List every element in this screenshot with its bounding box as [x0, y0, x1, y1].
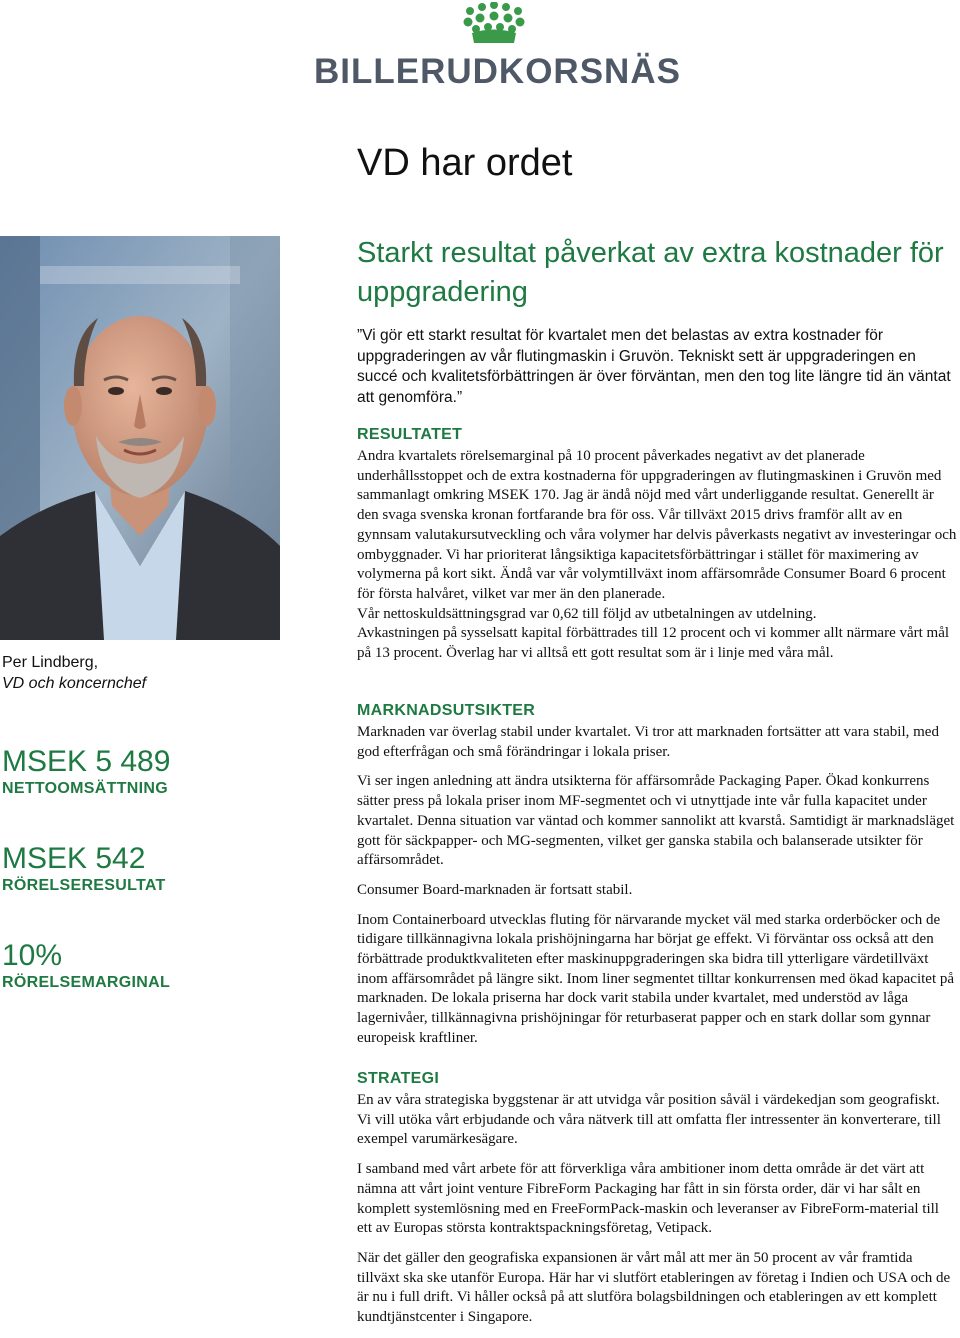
- paragraph: Vi ser ingen anledning att ändra utsikterna för affärsområde Packaging Paper. Ökad konkurrens sätter press på lokala priser inom MF-segmentet och vi utnyttjade inte vår fulla kapacitet under kvartalet. Denna situation var väntad och kommer sannolikt att kvarstå. Samtidigt är marknadsläget gott för säckpapper- och MG-segmenten, vilket ger ganska stabila och balanserade utsikter för affärsområdet.: [357, 773, 955, 869]
- article-headline: Starkt resultat påverkat av extra kostnader för uppgradering: [357, 237, 944, 308]
- paragraph: Vår nettoskuldsättningsgrad var 0,62 till följd av utbetalningen av utdelning.: [357, 605, 817, 622]
- person-role: VD och koncernchef: [2, 675, 147, 692]
- portrait-photo: [0, 236, 280, 640]
- portrait-caption: [2, 652, 272, 694]
- page-title: VD har ordet: [357, 142, 573, 184]
- kpi-label: RÖRELSERESULTAT: [2, 877, 166, 894]
- logo-wordmark: BILLERUDKORSNÄS: [314, 52, 681, 91]
- paragraph: Avkastningen på sysselsatt kapital förbättrades till 12 procent och vi kommer allt närmare vårt mål på 13 procent. Överlag har vi alltså ett gott resultat som är i linje med våra mål.: [357, 625, 950, 662]
- paragraph: När det gäller den geografiska expansionen är vårt mål att mer än 50 procent av vår framtida tillväxt ska ske utanför Europa. Här har vi slutfört etableringen av företag i Indien och USA och de är nu i full drift. Vi håller också på att slutföra bolagsbildningen och etableringen av ett komplett kundtjänstcenter i Singapore.: [357, 1249, 951, 1326]
- paragraph: En av våra strategiska byggstenar är att utvidga vår position såväl i värdekedjan som geografiskt. Vi vill utöka vårt erbjudande och våra nätverk till att omfatta fler intressenter än konverterare, till exempel varumärkesägare.: [357, 1092, 941, 1148]
- section-heading: RESULTATET: [357, 426, 463, 443]
- paragraph: Consumer Board-marknaden är fortsatt stabil.: [357, 881, 633, 898]
- kpi-label: RÖRELSEMARGINAL: [2, 974, 171, 991]
- kpi-net-sales: [2, 746, 272, 798]
- kpi-value: 10%: [2, 939, 63, 972]
- paragraph: Andra kvartalets rörelsemarginal på 10 procent påverkades negativt av det planerade underhållsstoppet och de extra kostnaderna för uppgraderingen av flutingmaskinen i Gruvön med sammanlagt omkring MSEK 170. Jag är ändå nöjd med vårt underliggande resultat. Generellt är den svaga svenska kronan fortfarande bra för oss. Vår tillväxt 2015 drivs framför allt av en gynnsam valutakursutveckling och våra volymer har delvis påverkasts negativt av investeringar och ombyggnader. Vi har prioriterat långsiktiga kapacitetsförbättringar i stället för maximering av volymerna på kort sikt. Ändå var vår volymtillväxt inom affärsområde Consumer Board 6 procent för första halvåret, vilket var mer än den planerade.: [357, 448, 957, 602]
- person-name: Per Lindberg,: [2, 654, 99, 671]
- paragraph: I samband med vårt arbete för att förverkliga våra ambitioner inom detta område är det värt att nämna att vårt joint venture FibreForm Packaging har fått in sin första order, där vi har sålt en komplett systemlösning med en FreeFormPack-maskin och leveranser av FibreForm-material till ett av Europas största kontraktspackningsföretag, Vetipack.: [357, 1161, 939, 1237]
- crown-icon: [460, 2, 528, 44]
- paragraph: Marknaden var överlag stabil under kvartalet. Vi tror att marknaden fortsätter att vara stabil, med god efterfrågan och små förändringar i lokala priser.: [357, 724, 939, 760]
- kpi-operating-margin: [2, 940, 272, 992]
- section-heading: STRATEGI: [357, 1070, 440, 1087]
- kpi-label: NETTOOMSÄTTNING: [2, 780, 168, 797]
- company-logo: [314, 0, 681, 100]
- ceo-quote: ”Vi gör ett starkt resultat för kvartalet men det belastas av extra kostnader för uppgraderingen av vår flutingmaskin i Gruvön. Tekniskt sett är uppgraderingen en succé och kvalitetsförbättringen är över förväntan, men den tog lite längre tid än väntat att genomföra.”: [357, 327, 951, 406]
- kpi-value: MSEK 542: [2, 842, 146, 875]
- kpi-value: MSEK 5 489: [2, 745, 171, 778]
- section-marknadsutsikter: [357, 702, 957, 1059]
- section-heading: MARKNADSUTSIKTER: [357, 702, 536, 719]
- paragraph: Inom Containerboard utvecklas fluting för närvarande mycket väl med starka orderböcker och de tidigare tillkännagivna lokala prishöjningarna har börjat ge effekt. Vi förväntar oss också att den förbättrade produktkvaliteten efter maskinuppgraderingen ska bidra till ytterligare värdetillväxt inom affärsområdet på längre sikt. Inom liner segmentet tilltar konkurrensen med ökad kapacitet på marknaden. De lokala priserna har dock varit stabila under kvartalet, med understöd av låga lagernivåer, tillkännagivna prishöjningar för returbaserat papper och en stark dollar som gynnar europeisk kraftliner.: [357, 911, 955, 1046]
- kpi-operating-result: [2, 843, 272, 895]
- section-strategi: [357, 1070, 957, 1338]
- section-resultatet: [357, 426, 957, 664]
